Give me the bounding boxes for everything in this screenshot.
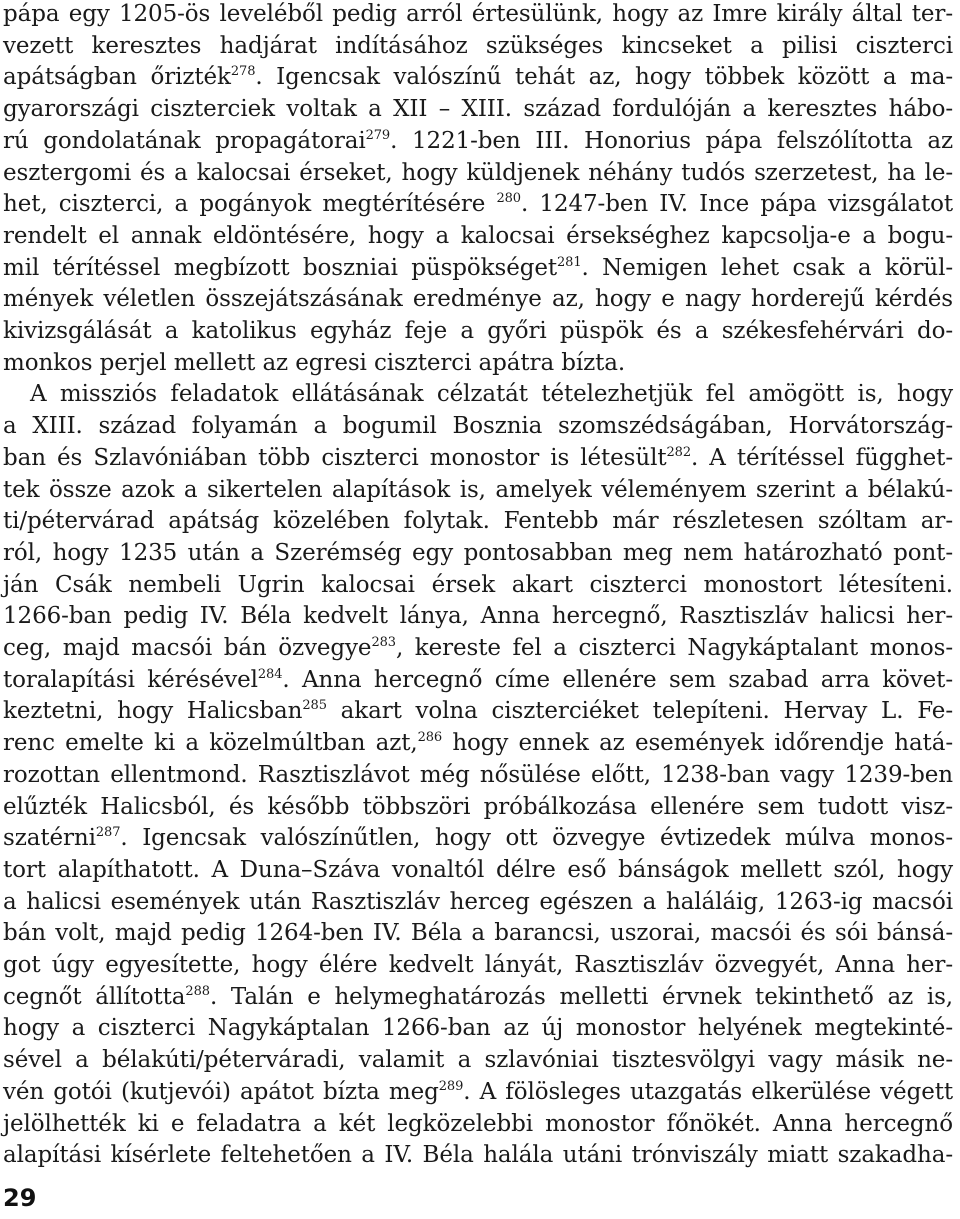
text-run: . A térítéssel függhet- bbox=[691, 444, 953, 471]
text-run: mil térítéssel megbízott boszniai püspökséget bbox=[3, 254, 557, 281]
text-run: alapítási kísérlete feltehetően a IV. Béla halála utáni trónviszály miatt szakadha- bbox=[3, 1142, 953, 1169]
text-line bbox=[3, 285, 953, 313]
text-run: ceg, majd macsói bán özvegye bbox=[3, 635, 372, 661]
text-line bbox=[3, 888, 953, 916]
text-run: elűzték Halicsból, és később többszöri próbálkozása ellenére sem tudott visz- bbox=[3, 793, 953, 820]
text-line bbox=[3, 32, 953, 60]
text-line bbox=[3, 222, 953, 250]
text-run: . 1247-ben IV. Ince pápa vizsgálatot bbox=[520, 191, 953, 218]
text-run: a XIII. század folyamán a bogumil Bosznia szomszédságában, Horvátország- bbox=[3, 413, 953, 440]
text-run: akart volna ciszterciéket telepíteni. Hervay L. Fe- bbox=[326, 698, 953, 725]
text-run: apátságban őrizték bbox=[3, 64, 231, 91]
text-run: pápa egy 1205-ös leveléből pedig arról értesülünk, hogy az Imre király által ter- bbox=[3, 1, 953, 27]
text-run: . A fölösleges utazgatás elkerülése végett bbox=[463, 1078, 953, 1105]
footnote-ref: 284 bbox=[257, 666, 283, 682]
text-line bbox=[3, 1014, 953, 1042]
text-run: mények véletlen összejátszásának eredménye az, hogy e nagy horderejű kérdés bbox=[3, 286, 953, 313]
footnote-ref: 287 bbox=[95, 825, 121, 841]
text-run: ján Csák nembeli Ugrin kalocsai érsek akart ciszterci monostort létesíteni. bbox=[3, 571, 953, 598]
footnote-ref: 283 bbox=[371, 635, 396, 650]
footnote-ref: 280 bbox=[496, 191, 521, 207]
text-line bbox=[3, 1078, 953, 1106]
text-line bbox=[3, 602, 953, 630]
text-line bbox=[3, 476, 953, 504]
text-run: sével a bélakúti/péterváradi, valamit a szlavóniai tisztesvölgyi vagy másik ne- bbox=[3, 1047, 953, 1074]
text-line bbox=[3, 444, 953, 472]
text-run: ról, hogy 1235 után a Szerémség egy pontosabban meg nem határozható pont- bbox=[3, 539, 953, 566]
text-run: ti/pétervárad apátság közelében folytak. Fentebb már részletesen szóltam ar- bbox=[3, 508, 953, 535]
text-run: vezett keresztes hadjárat indításához szükséges kincseket a pilisi ciszterci bbox=[3, 32, 953, 59]
text-run: . Nemigen lehet csak a körül- bbox=[581, 254, 953, 281]
text-line bbox=[3, 190, 953, 218]
text-run: hogy a ciszterci Nagykáptalan 1266-ban az új monostor helyének megtekinté- bbox=[3, 1015, 953, 1042]
text-run: . Igencsak valószínűtlen, hogy ott özvegye évtizedek múlva monos- bbox=[120, 825, 953, 852]
text-run: got úgy egyesítette, hogy élére kedvelt lányát, Rasztiszláv özvegyét, Anna her- bbox=[3, 952, 953, 978]
footnote-ref: 282 bbox=[666, 444, 691, 460]
page-number: 29 bbox=[3, 1184, 37, 1212]
text-run: rendelt el annak eldöntésére, hogy a kalocsai érsekséghez kapcsolja-e a bogu- bbox=[3, 222, 953, 249]
text-run: gyarországi ciszterciek voltak a XII – XIII. század fordulóján a keresztes hábo- bbox=[3, 96, 953, 123]
text-line bbox=[3, 951, 953, 979]
text-line bbox=[3, 634, 953, 662]
text-line bbox=[3, 761, 953, 789]
text-run: . Anna hercegnő címe ellenére sem szabad arra követ- bbox=[282, 666, 953, 693]
text-line bbox=[3, 507, 953, 535]
text-line bbox=[3, 793, 953, 821]
text-line bbox=[3, 1046, 953, 1074]
text-run: ban és Szlavóniában több ciszterci monostor is létesült bbox=[3, 444, 667, 471]
text-line bbox=[3, 729, 953, 757]
footnote-ref: 289 bbox=[438, 1078, 464, 1094]
text-run: . 1221-ben III. Honorius pápa felszólította az bbox=[390, 127, 953, 154]
text-line bbox=[3, 412, 953, 440]
text-run: . Talán e helymeghatározás melletti érvnek tekinthető az is, bbox=[209, 983, 954, 1010]
text-run: cegnőt állította bbox=[3, 983, 186, 1010]
text-run: bán volt, majd pedig 1264-ben IV. Béla a barancsi, uszorai, macsói és sói bánsá- bbox=[3, 920, 953, 947]
text-line bbox=[3, 856, 953, 884]
footnote-ref: 281 bbox=[557, 254, 582, 270]
footnote-ref: 286 bbox=[417, 730, 443, 746]
text-run: rozottan ellentmond. Rasztiszlávot még nősülése előtt, 1238-ban vagy 1239-ben bbox=[3, 761, 953, 788]
text-line bbox=[3, 919, 953, 947]
footnote-ref: 288 bbox=[185, 983, 210, 999]
footnote-ref: 279 bbox=[365, 127, 391, 143]
text-line bbox=[3, 1141, 953, 1169]
text-line bbox=[3, 571, 953, 599]
text-line bbox=[3, 697, 953, 725]
text-run: toralapítási kérésével bbox=[3, 666, 258, 693]
text-run: . Igencsak valószínű tehát az, hogy többek között a ma- bbox=[255, 64, 953, 91]
text-line bbox=[3, 983, 953, 1011]
text-run: renc emelte ki a közelmúltban azt, bbox=[3, 730, 418, 757]
text-run: A missziós feladatok ellátásának célzatát tételezhetjük fel amögött is, hogy bbox=[30, 381, 953, 408]
text-run: vén gotói (kutjevói) apátot bízta meg bbox=[3, 1078, 439, 1105]
text-line bbox=[3, 127, 953, 155]
text-line bbox=[3, 824, 953, 852]
text-line bbox=[3, 539, 953, 567]
text-run: szatérni bbox=[3, 825, 96, 852]
text-line bbox=[3, 349, 953, 377]
text-run: 1266-ban pedig IV. Béla kedvelt lánya, Anna hercegnő, Rasztiszláv halicsi her- bbox=[3, 603, 953, 630]
text-run: kivizsgálását a katolikus egyház feje a győri püspök és a székesfehérvári do- bbox=[3, 318, 953, 344]
text-line bbox=[3, 159, 953, 187]
text-line bbox=[3, 1110, 953, 1138]
text-line bbox=[3, 95, 953, 123]
text-run: tort alapíthatott. A Duna–Száva vonaltól délre eső bánságok mellett szól, hogy bbox=[3, 856, 953, 883]
footnote-ref: 285 bbox=[302, 698, 327, 714]
text-run: keztetni, hogy Halicsban bbox=[3, 698, 303, 725]
text-run: tek össze azok a sikertelen alapítások is, amelyek véleményem szerint a bélakú- bbox=[3, 476, 953, 503]
text-line bbox=[3, 0, 953, 28]
text-line bbox=[3, 63, 953, 91]
text-run: rú gondolatának propagátorai bbox=[3, 127, 366, 154]
text-run: hogy ennek az események időrendje hatá- bbox=[442, 730, 953, 757]
text-line bbox=[30, 380, 953, 408]
text-line bbox=[3, 666, 953, 694]
text-run: esztergomi és a kalocsai érseket, hogy küldjenek néhány tudós szerzetest, ha le- bbox=[3, 159, 953, 186]
text-line bbox=[3, 317, 953, 345]
text-run: het, ciszterci, a pogányok megtérítésére bbox=[3, 191, 497, 218]
text-run: a halicsi események után Rasztiszláv herceg egészen a haláláig, 1263-ig macsói bbox=[3, 888, 953, 915]
text-line bbox=[3, 254, 953, 282]
text-run: jelölhették ki e feladatra a két legközelebbi monostor főnökét. Anna hercegnő bbox=[3, 1110, 953, 1137]
text-run: , kereste fel a ciszterci Nagykáptalant monos- bbox=[395, 635, 953, 661]
footnote-ref: 278 bbox=[230, 64, 256, 80]
text-run: monkos perjel mellett az egresi ciszterci apátra bízta. bbox=[3, 349, 626, 376]
